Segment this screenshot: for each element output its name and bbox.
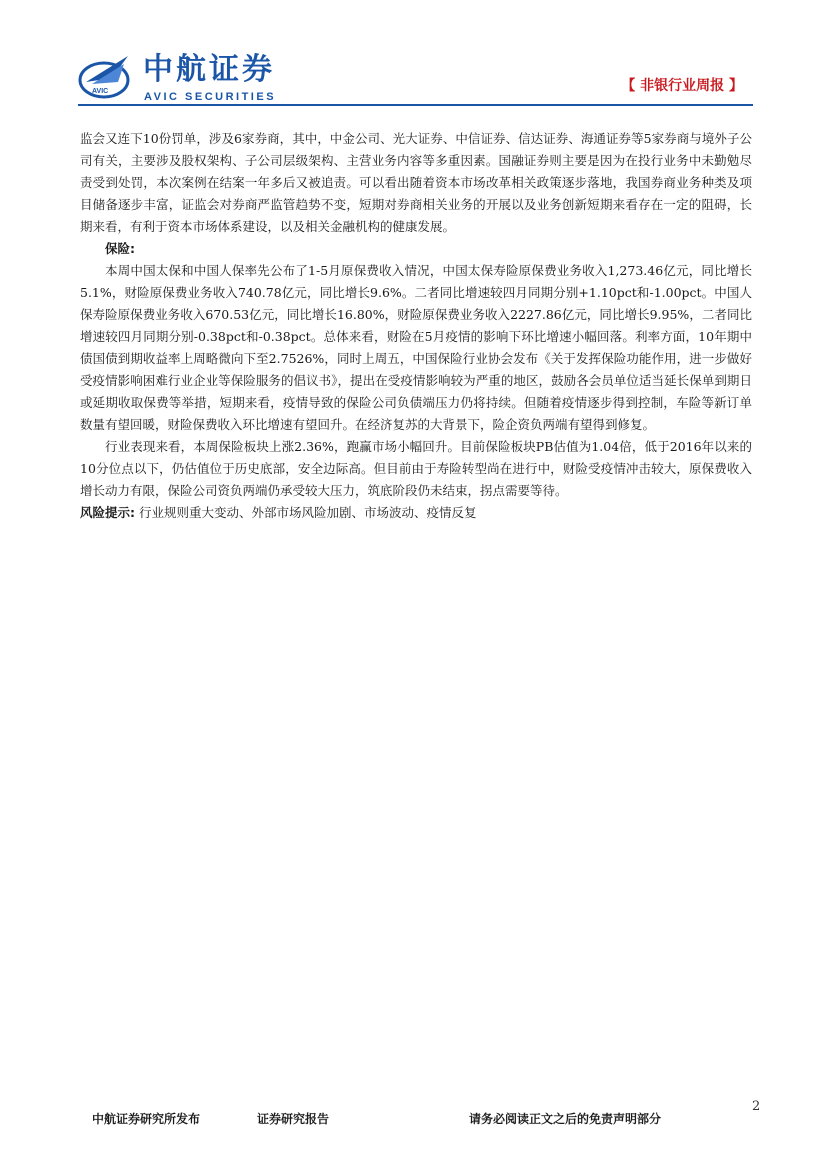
brand-name-en: AVIC SECURITIES (144, 91, 277, 103)
footer-disclaimer: 请务必阅读正文之后的免责声明部分 (469, 1112, 662, 1126)
page-header (0, 0, 827, 110)
report-type-tag: 【 非银行业周报 】 (621, 78, 743, 94)
footer-publisher: 中航证券研究所发布 (92, 1112, 201, 1126)
avic-logo-icon (78, 52, 134, 100)
risk-warning (80, 502, 752, 524)
securities-paragraph-continued: 监会又连下10份罚单，涉及6家券商，其中，中金公司、光大证券、中信证券、信达证券、海通证券等5家券商与境外子公司有关，主要涉及股权架构、子公司层级架构、主营业务内容等多重因素。国融证券则主要是因为在投行业务中未勤勉尽责受到处罚，本次案例在结案一年多后又被追责。可以看出随着资本市场改革相关政策逐步落地，我国券商业务种类及项目储备逐步丰富，证监会对券商严监管趋势不变，短期对券商相关业务的开展以及业务创新短期来看存在一定的阻碍，长期来看，有利于资本市场体系建设，以及相关金融机构的健康发展。 (80, 131, 752, 234)
insurance-paragraph-premiums: 本周中国太保和中国人保率先公布了1-5月原保费收入情况，中国太保寿险原保费业务收入1,273.46亿元，同比增长5.1%，财险原保费业务收入740.78亿元，同比增长9.6%。二者同比增速较四月同期分别+1.10pct和-1.00pct。中国人保寿险原保费业务收入670.53亿元，同比增长16.80%，财险原保费业务收入2227.86亿元，同比增长9.95%，二者同比增速较四月同期分别-0.38pct和-0.38pct。总体来看，财险在5月疫情的影响下环比增速小幅回落。利率方面，10年期中债国债到期收益率上周略微向下至2.7526%，同时上周五，中国保险行业协会发布《关于发挥保险功能作用，进一步做好受疫情影响困难行业企业等保险服务的倡议书》，提出在受疫情影响较为严重的地区，鼓励各会员单位适当延长保单到期日或延期收取保费等举措，短期来看，疫情导致的保险公司负债端压力仍将持续。但随着疫情逐步得到控制，车险等新订单数量有望回暖，财险保费收入环比增速有望回升。在经济复苏的大背景下，险企资负两端有望得到修复。 (80, 263, 752, 432)
risk-warning-text: 行业规则重大变动、外部市场风险加剧、市场波动、疫情反复 (138, 505, 477, 520)
header-divider (78, 104, 753, 106)
page-number: 2 (752, 1099, 761, 1114)
insurance-heading: 保险: (105, 241, 135, 256)
logo-mark-text: AVIC (92, 88, 109, 95)
insurance-paragraph-performance: 行业表现来看，本周保险板块上涨2.36%，跑赢市场小幅回升。目前保险板块PB估值为1.04倍，低于2016年以来的10分位点以下，仍估值位于历史底部，安全边际高。但目前由于寿险转型尚在进行中，财险受疫情冲击较大，原保费收入增长动力有限，保险公司资负两端仍承受较大压力，筑底阶段仍未结束，拐点需要等待。 (80, 439, 752, 498)
brand-name-cn: 中航证券 (143, 52, 275, 87)
risk-warning-label: 风险提示: (80, 505, 135, 520)
page-footer (0, 1110, 827, 1150)
footer-report-kind: 证券研究报告 (257, 1112, 330, 1126)
report-body (80, 128, 752, 524)
